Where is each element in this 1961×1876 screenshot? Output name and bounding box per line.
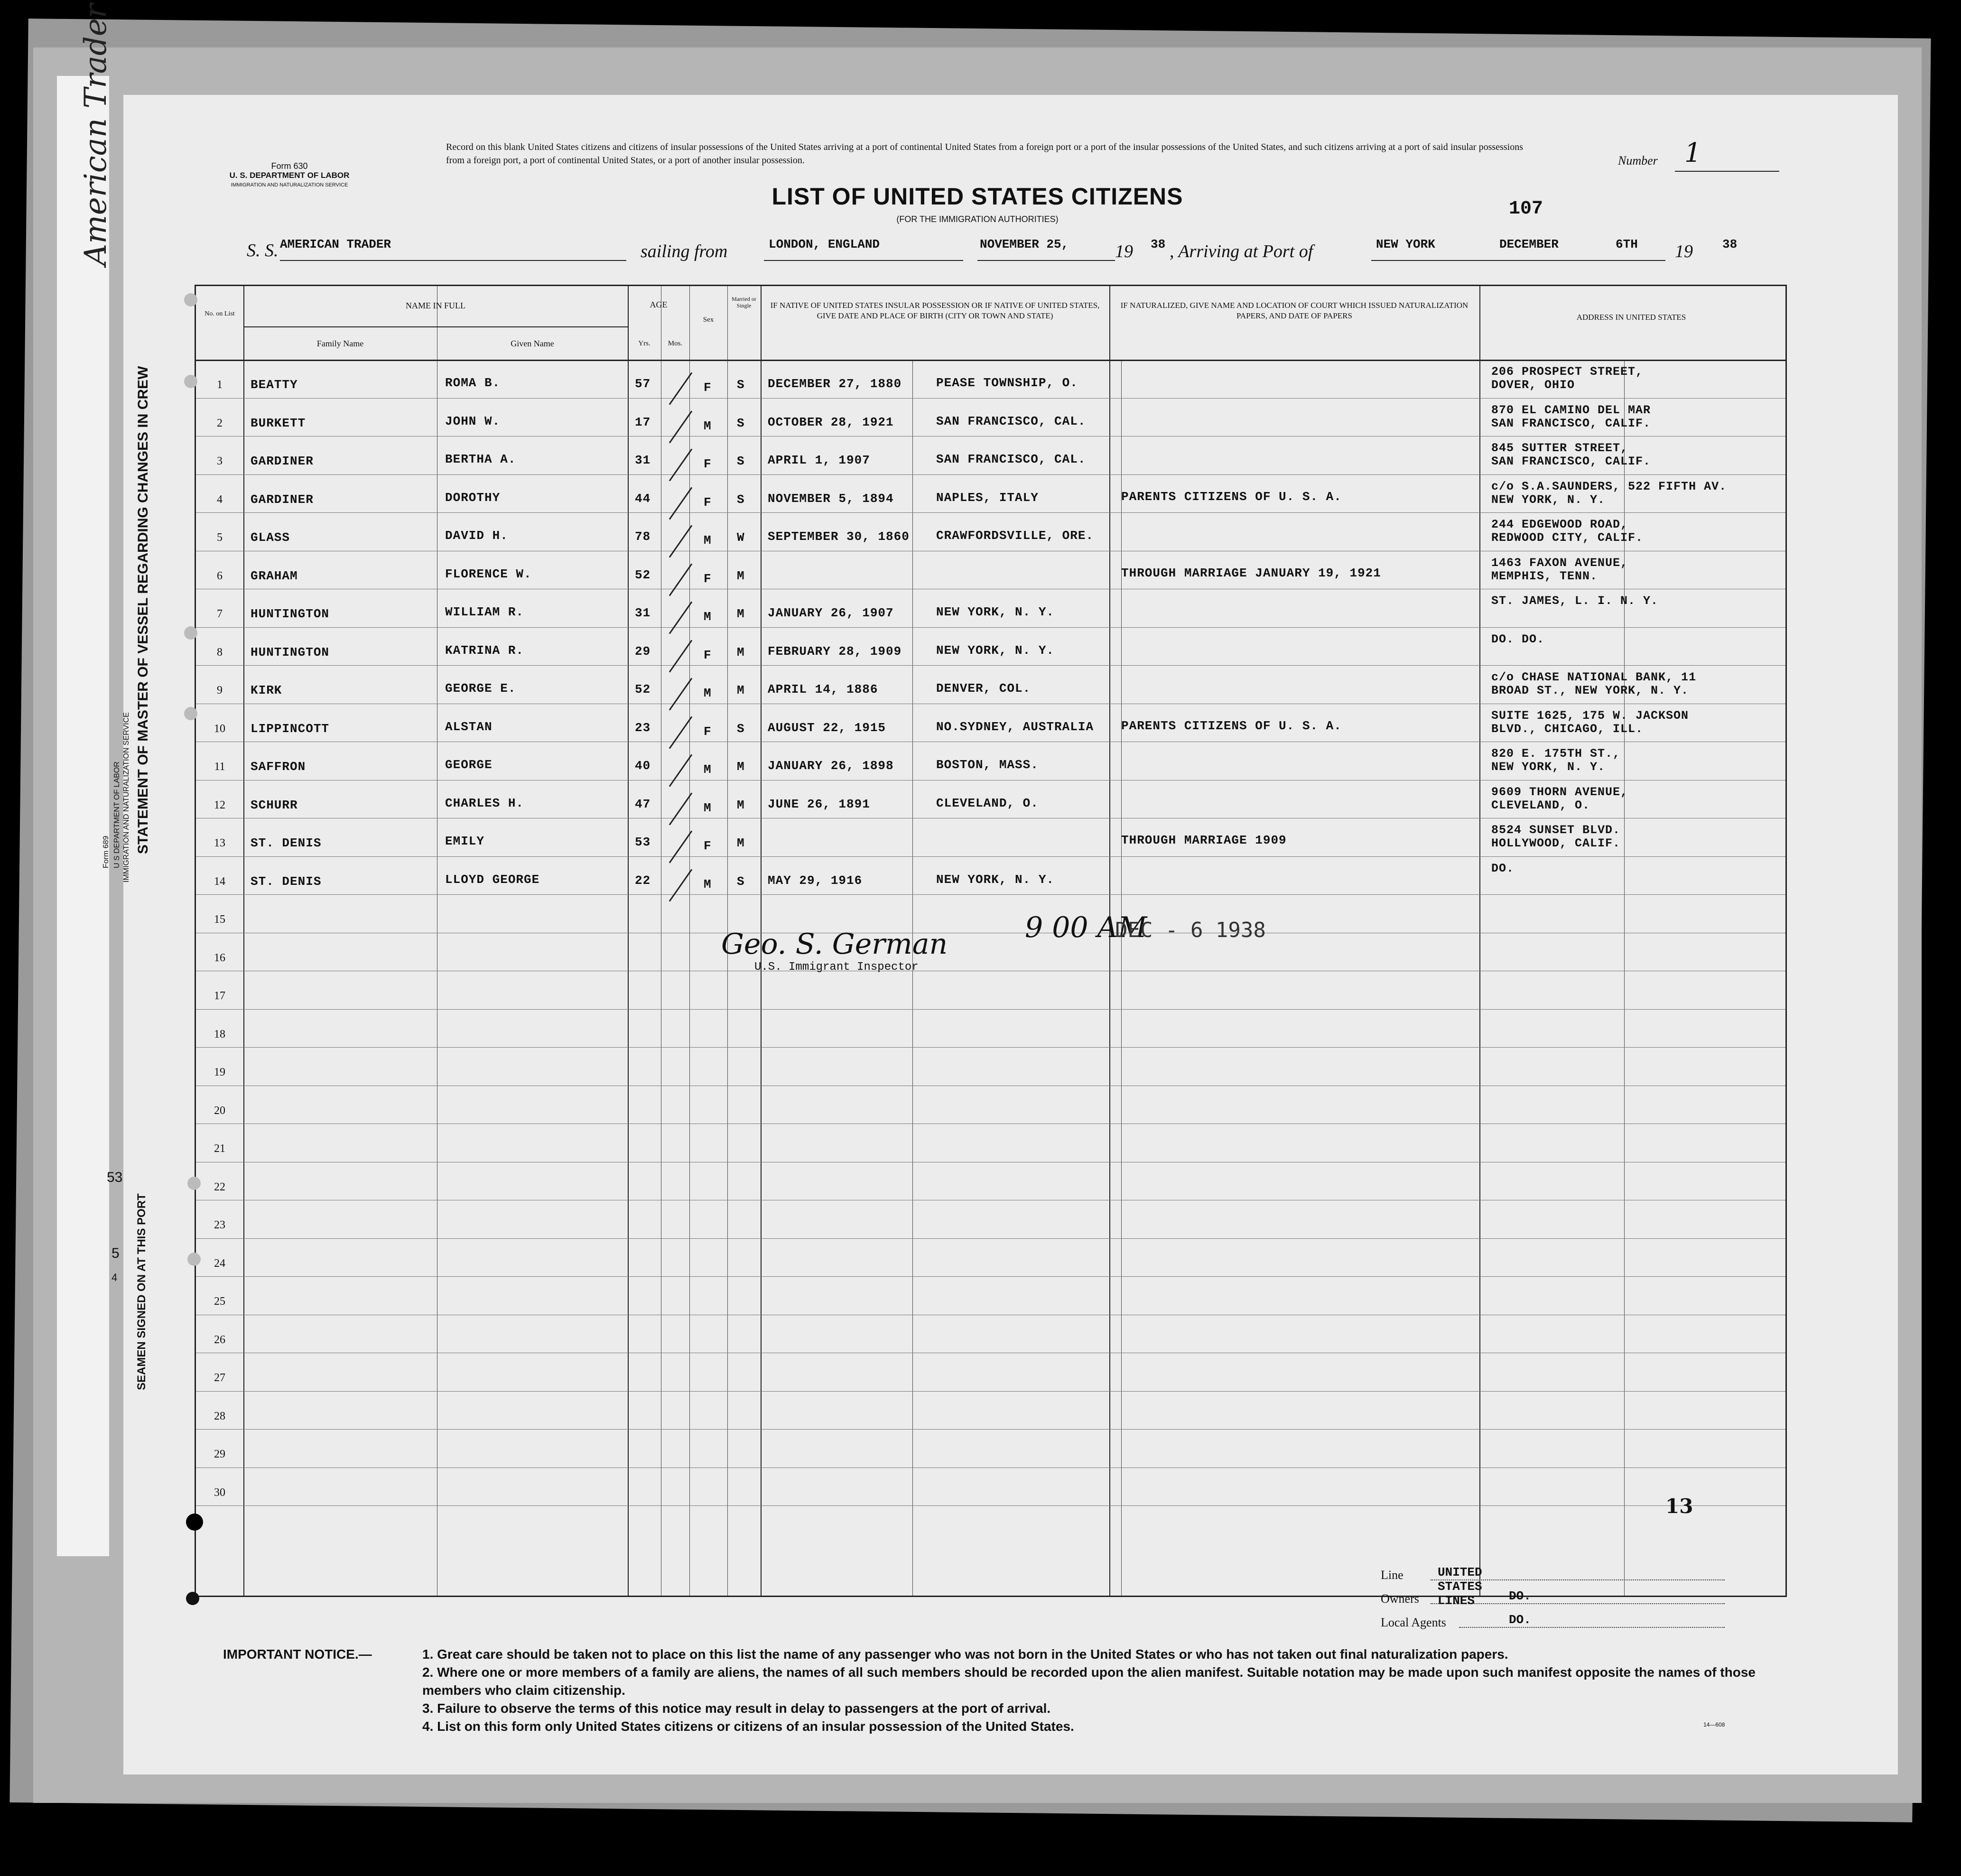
address-line-2: REDWOOD CITY, CALIF. xyxy=(1491,531,1644,545)
row-number: 2 xyxy=(217,417,223,429)
ship-name: AMERICAN TRADER xyxy=(280,237,391,251)
marital-status: M xyxy=(737,568,745,583)
owners-block xyxy=(1381,1565,1531,1639)
given-name: KATRINA R. xyxy=(445,643,524,658)
given-name: EMILY xyxy=(445,834,485,848)
age-years: 31 xyxy=(635,453,651,467)
owners-label: Owners xyxy=(1381,1592,1419,1606)
age-months-dash xyxy=(669,869,692,901)
age-years: 52 xyxy=(635,682,651,697)
birth-place: SAN FRANCISCO, CAL. xyxy=(936,414,1086,428)
family-name: BURKETT xyxy=(251,416,306,430)
given-name: JOHN W. xyxy=(445,414,501,428)
row-number: 9 xyxy=(217,684,223,697)
row-number: 22 xyxy=(214,1180,225,1193)
sex: M xyxy=(704,762,712,777)
naturalization: THROUGH MARRIAGE JANUARY 19, 1921 xyxy=(1121,566,1381,580)
marital-status: M xyxy=(737,683,745,697)
given-name: GEORGE E. xyxy=(445,681,516,696)
family-name: GARDINER xyxy=(251,492,314,507)
line-value: UNITED STATES LINES xyxy=(1438,1565,1482,1608)
service: IMMIGRATION AND NATURALIZATION SERVICE xyxy=(231,182,348,188)
sex: M xyxy=(704,418,712,433)
naturalization: PARENTS CITIZENS OF U. S. A. xyxy=(1121,489,1342,504)
col-sex: Sex xyxy=(703,316,714,324)
date-underline xyxy=(977,260,1115,261)
page-number: 107 xyxy=(1509,198,1543,220)
sail-year: 38 xyxy=(1151,237,1166,251)
inspector-signature: Geo. S. German xyxy=(721,928,948,961)
age-months-dash xyxy=(669,754,692,787)
marital-status: S xyxy=(737,721,745,736)
naturalization: PARENTS CITIZENS OF U. S. A. xyxy=(1121,718,1342,733)
agents-underline xyxy=(1459,1627,1725,1628)
birth-place: CLEVELAND, O. xyxy=(936,796,1039,810)
owners-underline xyxy=(1431,1603,1725,1604)
row-number: 29 xyxy=(214,1448,225,1460)
birth-date: NOVEMBER 5, 1894 xyxy=(768,491,894,506)
age-years: 78 xyxy=(635,529,651,544)
age-years: 57 xyxy=(635,377,651,391)
side-num-2: 5 xyxy=(112,1245,120,1261)
family-name: LIPPINCOTT xyxy=(251,721,330,736)
age-years: 40 xyxy=(635,759,651,773)
address-line-2: NEW YORK, N. Y. xyxy=(1491,760,1606,774)
sex: F xyxy=(704,381,712,395)
col-mos: Mos. xyxy=(668,340,683,347)
arrival-day: 6TH xyxy=(1616,237,1638,251)
family-name: GRAHAM xyxy=(251,568,298,583)
row-number: 15 xyxy=(214,913,225,926)
naturalization: THROUGH MARRIAGE 1909 xyxy=(1121,833,1287,847)
row-number: 16 xyxy=(214,951,225,964)
birth-date: FEBRUARY 28, 1909 xyxy=(768,644,902,659)
birth-place: PEASE TOWNSHIP, O. xyxy=(936,376,1078,390)
age-years: 31 xyxy=(635,606,651,620)
row-number: 3 xyxy=(217,455,223,467)
birth-date: DECEMBER 27, 1880 xyxy=(768,377,902,391)
row-number: 11 xyxy=(214,761,225,773)
side-num-3: 4 xyxy=(112,1272,118,1283)
address-line-2: DOVER, OHIO xyxy=(1491,378,1575,392)
department: U. S. DEPARTMENT OF LABOR xyxy=(229,171,350,180)
row-number: 5 xyxy=(217,531,223,544)
sex: M xyxy=(704,877,712,892)
address-line-2: SAN FRANCISCO, CALIF. xyxy=(1491,416,1651,430)
row-rule xyxy=(196,1429,1785,1430)
given-name: LLOYD GEORGE xyxy=(445,872,540,887)
row-number: 25 xyxy=(214,1295,225,1308)
age-years: 29 xyxy=(635,644,651,659)
form-id xyxy=(190,161,389,190)
age-years: 17 xyxy=(635,415,651,429)
row-number: 21 xyxy=(214,1142,225,1155)
address-line-2: CLEVELAND, O. xyxy=(1491,798,1590,812)
col-naturalized: IF NATURALIZED, GIVE NAME AND LOCATION OF COURT WHICH ISSUED NATURALIZATION PAPERS, AND DATE OF PAPERS xyxy=(1120,301,1468,320)
age-months-dash xyxy=(669,563,692,596)
given-name: CHARLES H. xyxy=(445,796,524,810)
punch-hole xyxy=(186,1592,199,1605)
ss-label: S. S. xyxy=(247,241,279,260)
family-name: SAFFRON xyxy=(251,760,306,774)
row-rule xyxy=(196,894,1785,895)
age-years: 22 xyxy=(635,873,651,888)
marital-status: M xyxy=(737,836,745,850)
family-name: HUNTINGTON xyxy=(251,607,330,621)
address-line-1: 820 E. 175TH ST., xyxy=(1491,747,1621,761)
birth-date: APRIL 14, 1886 xyxy=(768,682,878,697)
birth-date: AUGUST 22, 1915 xyxy=(768,720,886,735)
birth-place: NEW YORK, N. Y. xyxy=(936,872,1055,887)
family-name: SCHURR xyxy=(251,798,298,812)
notice-item-1: 1. Great care should be taken not to place on this list the name of any passenger who was not born in the United States or who has not taken out final naturalization papers. xyxy=(422,1647,1508,1662)
sex: M xyxy=(704,533,712,548)
row-number: 12 xyxy=(214,799,225,811)
sailing-label: sailing from xyxy=(641,241,728,261)
header-rule xyxy=(243,326,628,327)
page-title: LIST OF UNITED STATES CITIZENS xyxy=(771,183,1183,210)
age-months-dash xyxy=(669,640,692,672)
age-months-dash xyxy=(669,831,692,864)
side-seamen: SEAMEN SIGNED ON AT THIS PORT xyxy=(135,1193,148,1390)
given-name: WILLIAM R. xyxy=(445,605,524,619)
birth-date: SEPTEMBER 30, 1860 xyxy=(768,529,910,544)
age-months-dash xyxy=(669,525,692,558)
sex: F xyxy=(704,648,712,662)
row-number: 28 xyxy=(214,1410,225,1422)
marital-status: M xyxy=(737,607,745,621)
number-value: 1 xyxy=(1684,138,1701,168)
header-rule xyxy=(196,360,1785,361)
col-yrs: Yrs. xyxy=(638,340,651,347)
given-name: ALSTAN xyxy=(445,719,493,734)
side-strip xyxy=(57,76,109,1556)
age-years: 44 xyxy=(635,491,651,506)
punch-hole xyxy=(187,1177,201,1190)
row-number: 30 xyxy=(214,1486,225,1499)
address-line-2: MEMPHIS, TENN. xyxy=(1491,569,1598,583)
side-form-number: Form 689 xyxy=(102,836,110,868)
row-number: 23 xyxy=(214,1219,225,1231)
address-line-1: 244 EDGEWOOD ROAD, xyxy=(1491,518,1628,531)
intro-text: Record on this blank United States citizens and citizens of insular possessions of the United States arriving at a port of continental United States from a foreign port or a port of the insular possessions of the United States, and such citizens arriving at a port of said insular possessions from a foreign port, a port of continental United States, or a port of another insular possession. xyxy=(446,142,1523,166)
birth-date: JANUARY 26, 1907 xyxy=(768,606,894,620)
family-name: KIRK xyxy=(251,683,282,697)
sex: F xyxy=(704,724,712,739)
marital-status: M xyxy=(737,798,745,812)
row-rule xyxy=(196,856,1785,857)
birth-place: CRAWFORDSVILLE, ORE. xyxy=(936,529,1094,543)
age-years: 52 xyxy=(635,567,651,582)
row-rule xyxy=(196,1505,1785,1506)
col-divider xyxy=(1479,286,1480,1596)
signature-time: 9 00 AM xyxy=(1025,911,1147,944)
given-name: BERTHA A. xyxy=(445,452,516,466)
col-given-name: Given Name xyxy=(511,339,554,348)
family-name: GARDINER xyxy=(251,454,314,468)
notice-item-2: 2. Where one or more members of a family are aliens, the names of all such members should be recorded upon the alien manifest. Suitable notation may be made upon such manifest opposite the names of those members who claim citizenship. xyxy=(422,1665,1756,1698)
punch-hole xyxy=(186,1514,203,1531)
sex: F xyxy=(704,839,712,853)
address-line-2: NEW YORK, N. Y. xyxy=(1491,492,1606,507)
birth-place: BOSTON, MASS. xyxy=(936,758,1039,772)
sex: F xyxy=(704,457,712,471)
given-name: DOROTHY xyxy=(445,490,501,505)
punch-hole xyxy=(184,626,197,640)
age-months-dash xyxy=(669,792,692,825)
address-line-1: 845 SUTTER STREET, xyxy=(1491,441,1628,455)
row-rule xyxy=(196,398,1785,399)
row-number: 20 xyxy=(214,1104,225,1117)
row-rule xyxy=(196,1047,1785,1048)
row-number: 7 xyxy=(217,608,223,620)
line-label: Line xyxy=(1381,1568,1403,1582)
side-service: IMMIGRATION AND NATURALIZATION SERVICE xyxy=(122,712,130,882)
address-line-2: HOLLYWOOD, CALIF. xyxy=(1491,836,1621,850)
row-number: 27 xyxy=(214,1372,225,1384)
row-number: 10 xyxy=(214,722,225,735)
col-divider xyxy=(1121,360,1122,1596)
address-line-1: SUITE 1625, 175 W. JACKSON xyxy=(1491,708,1689,723)
row-number: 26 xyxy=(214,1333,225,1346)
number-label: Number xyxy=(1618,154,1658,167)
row-rule xyxy=(196,512,1785,513)
address-line-1: 9609 THORN AVENUE, xyxy=(1491,785,1628,799)
marital-status: S xyxy=(737,492,745,507)
arrival-underline xyxy=(1495,260,1665,261)
agents-value: DO. xyxy=(1509,1613,1531,1627)
notice-list xyxy=(422,1645,1789,1736)
row-rule xyxy=(196,1391,1785,1392)
col-divider xyxy=(1624,360,1625,1596)
inspector-title: U.S. Immigrant Inspector xyxy=(754,961,919,974)
owners-value: DO. xyxy=(1509,1589,1531,1603)
tally-mark: 13 xyxy=(1665,1495,1693,1518)
row-rule xyxy=(196,474,1785,475)
age-months-dash xyxy=(669,372,692,405)
notice-item-4: 4. List on this form only United States citizens or citizens of an insular possession of the United States. xyxy=(422,1719,1074,1734)
marital-status: M xyxy=(737,760,745,774)
arriving-label: , Arriving at Port of xyxy=(1170,241,1313,261)
col-divider xyxy=(912,360,913,1596)
agents-field xyxy=(1381,1613,1531,1639)
side-dept: U S DEPARTMENT OF LABOR xyxy=(113,762,121,868)
address-line-1: ST. JAMES, L. I. N. Y. xyxy=(1491,594,1659,608)
marital-status: S xyxy=(737,874,745,889)
col-age: AGE xyxy=(650,300,668,309)
line-underline xyxy=(1431,1579,1725,1580)
birth-place: NAPLES, ITALY xyxy=(936,490,1039,505)
handwritten-ship-name: American Trader xyxy=(78,3,113,266)
owners-field xyxy=(1381,1589,1531,1616)
marital-status: S xyxy=(737,454,745,468)
family-name: BEATTY xyxy=(251,378,298,392)
age-months-dash xyxy=(669,678,692,711)
age-months-dash xyxy=(669,487,692,520)
row-rule xyxy=(196,1276,1785,1277)
row-number: 24 xyxy=(214,1257,225,1270)
given-name: FLORENCE W. xyxy=(445,567,532,581)
ship-underline xyxy=(280,260,626,261)
birth-date: APRIL 1, 1907 xyxy=(768,453,870,467)
arrival-port: NEW YORK xyxy=(1376,237,1435,251)
sail-date: NOVEMBER 25, xyxy=(980,237,1069,251)
birth-place: NEW YORK, N. Y. xyxy=(936,605,1055,619)
row-number: 14 xyxy=(214,875,225,888)
age-months-dash xyxy=(669,449,692,482)
marital-status: M xyxy=(737,645,745,659)
address-line-1: c/o S.A.SAUNDERS, 522 FIFTH AV. xyxy=(1491,479,1727,493)
address-line-1: 8524 SUNSET BLVD. xyxy=(1491,823,1621,837)
age-months-dash xyxy=(669,716,692,749)
address-line-1: 1463 FAXON AVENUE, xyxy=(1491,556,1628,570)
col-married: Married or Single xyxy=(732,296,756,309)
address-line-2: SAN FRANCISCO, CALIF. xyxy=(1491,455,1651,468)
marital-status: S xyxy=(737,416,745,430)
punch-hole xyxy=(187,1253,201,1266)
arrival-month: DECEMBER xyxy=(1499,237,1559,251)
given-name: GEORGE xyxy=(445,758,493,772)
form-number: Form 630 xyxy=(271,161,308,171)
notice-item-3: 3. Failure to observe the terms of this notice may result in delay to passengers at the port of arrival. xyxy=(422,1701,1051,1716)
age-years: 23 xyxy=(635,720,651,735)
birth-place: SAN FRANCISCO, CAL. xyxy=(936,452,1086,466)
row-rule xyxy=(196,1238,1785,1239)
arrival-year: 38 xyxy=(1722,237,1738,251)
row-number: 18 xyxy=(214,1028,225,1040)
row-number: 17 xyxy=(214,990,225,1002)
sex: F xyxy=(704,571,712,586)
voyage-line xyxy=(247,237,1765,266)
arrival-year-prefix: 19 xyxy=(1675,241,1693,261)
col-family-name: Family Name xyxy=(316,339,364,348)
side-statement: STATEMENT OF MASTER OF VESSEL REGARDING CHANGES IN CREW xyxy=(135,366,151,854)
birth-place: NO.SYDNEY, AUSTRALIA xyxy=(936,719,1094,734)
col-name-in-full: NAME IN FULL xyxy=(406,301,465,310)
row-number: 8 xyxy=(217,646,223,659)
sailing-from: LONDON, ENGLAND xyxy=(769,237,880,251)
side-num-1: 53 xyxy=(107,1170,123,1185)
col-address: ADDRESS IN UNITED STATES xyxy=(1576,313,1686,322)
age-years: 47 xyxy=(635,797,651,811)
passenger-table xyxy=(195,285,1787,1597)
row-number: 13 xyxy=(214,837,225,849)
birth-date: JANUARY 26, 1898 xyxy=(768,759,894,773)
row-rule xyxy=(196,665,1785,666)
birth-date: JUNE 26, 1891 xyxy=(768,797,870,811)
sex: M xyxy=(704,686,712,700)
row-number: 19 xyxy=(214,1066,225,1078)
sail-year-prefix: 19 xyxy=(1115,241,1133,261)
family-name: ST. DENIS xyxy=(251,836,322,850)
marital-status: W xyxy=(737,530,745,545)
from-underline xyxy=(764,260,963,261)
family-name: GLASS xyxy=(251,530,290,545)
agents-label: Local Agents xyxy=(1381,1616,1446,1629)
sex: M xyxy=(704,610,712,624)
address-line-2: BLVD., CHICAGO, ILL. xyxy=(1491,722,1644,736)
address-line-1: c/o CHASE NATIONAL BANK, 11 xyxy=(1491,670,1697,684)
family-name: ST. DENIS xyxy=(251,874,322,889)
age-months-dash xyxy=(669,602,692,634)
number-underline xyxy=(1675,171,1779,172)
col-divider xyxy=(243,286,244,1596)
row-rule xyxy=(196,1467,1785,1468)
address-line-1: DO. xyxy=(1491,861,1515,875)
given-name: ROMA B. xyxy=(445,376,501,390)
family-name: HUNTINGTON xyxy=(251,645,330,659)
age-years: 53 xyxy=(635,835,651,849)
sex: F xyxy=(704,495,712,510)
marital-status: S xyxy=(737,378,745,392)
row-number: 6 xyxy=(217,569,223,582)
col-no: No. on List xyxy=(204,310,235,317)
page-subtitle: (FOR THE IMMIGRATION AUTHORITIES) xyxy=(896,214,1059,224)
birth-place: NEW YORK, N. Y. xyxy=(936,643,1055,658)
sex: M xyxy=(704,800,712,815)
col-divider xyxy=(628,286,629,1596)
age-months-dash xyxy=(669,410,692,443)
row-rule xyxy=(196,627,1785,628)
punch-hole xyxy=(184,707,197,720)
birth-place: DENVER, COL. xyxy=(936,681,1031,696)
birth-date: OCTOBER 28, 1921 xyxy=(768,415,894,429)
col-birth: IF NATIVE OF UNITED STATES INSULAR POSSESSION OR IF NATIVE OF UNITED STATES, GIVE DATE AND PLACE OF BIRTH (CITY OR TOWN AND STATE) xyxy=(770,301,1100,320)
birth-date: MAY 29, 1916 xyxy=(768,873,863,888)
given-name: DAVID H. xyxy=(445,529,508,543)
col-divider xyxy=(689,286,690,1596)
row-number: 1 xyxy=(217,379,223,391)
address-line-1: DO. DO. xyxy=(1491,632,1545,646)
row-rule xyxy=(196,1009,1785,1010)
punch-hole xyxy=(184,375,197,388)
notice-heading: IMPORTANT NOTICE.— xyxy=(223,1647,372,1662)
address-line-1: 870 EL CAMINO DEL MAR xyxy=(1491,403,1651,417)
form-code: 14—608 xyxy=(1703,1721,1725,1728)
punch-hole xyxy=(184,293,197,306)
date-stamp: DEC - 6 1938 xyxy=(1115,918,1266,942)
row-number: 4 xyxy=(217,493,223,506)
address-line-2: BROAD ST., NEW YORK, N. Y. xyxy=(1491,684,1689,697)
address-line-1: 206 PROSPECT STREET, xyxy=(1491,365,1644,379)
